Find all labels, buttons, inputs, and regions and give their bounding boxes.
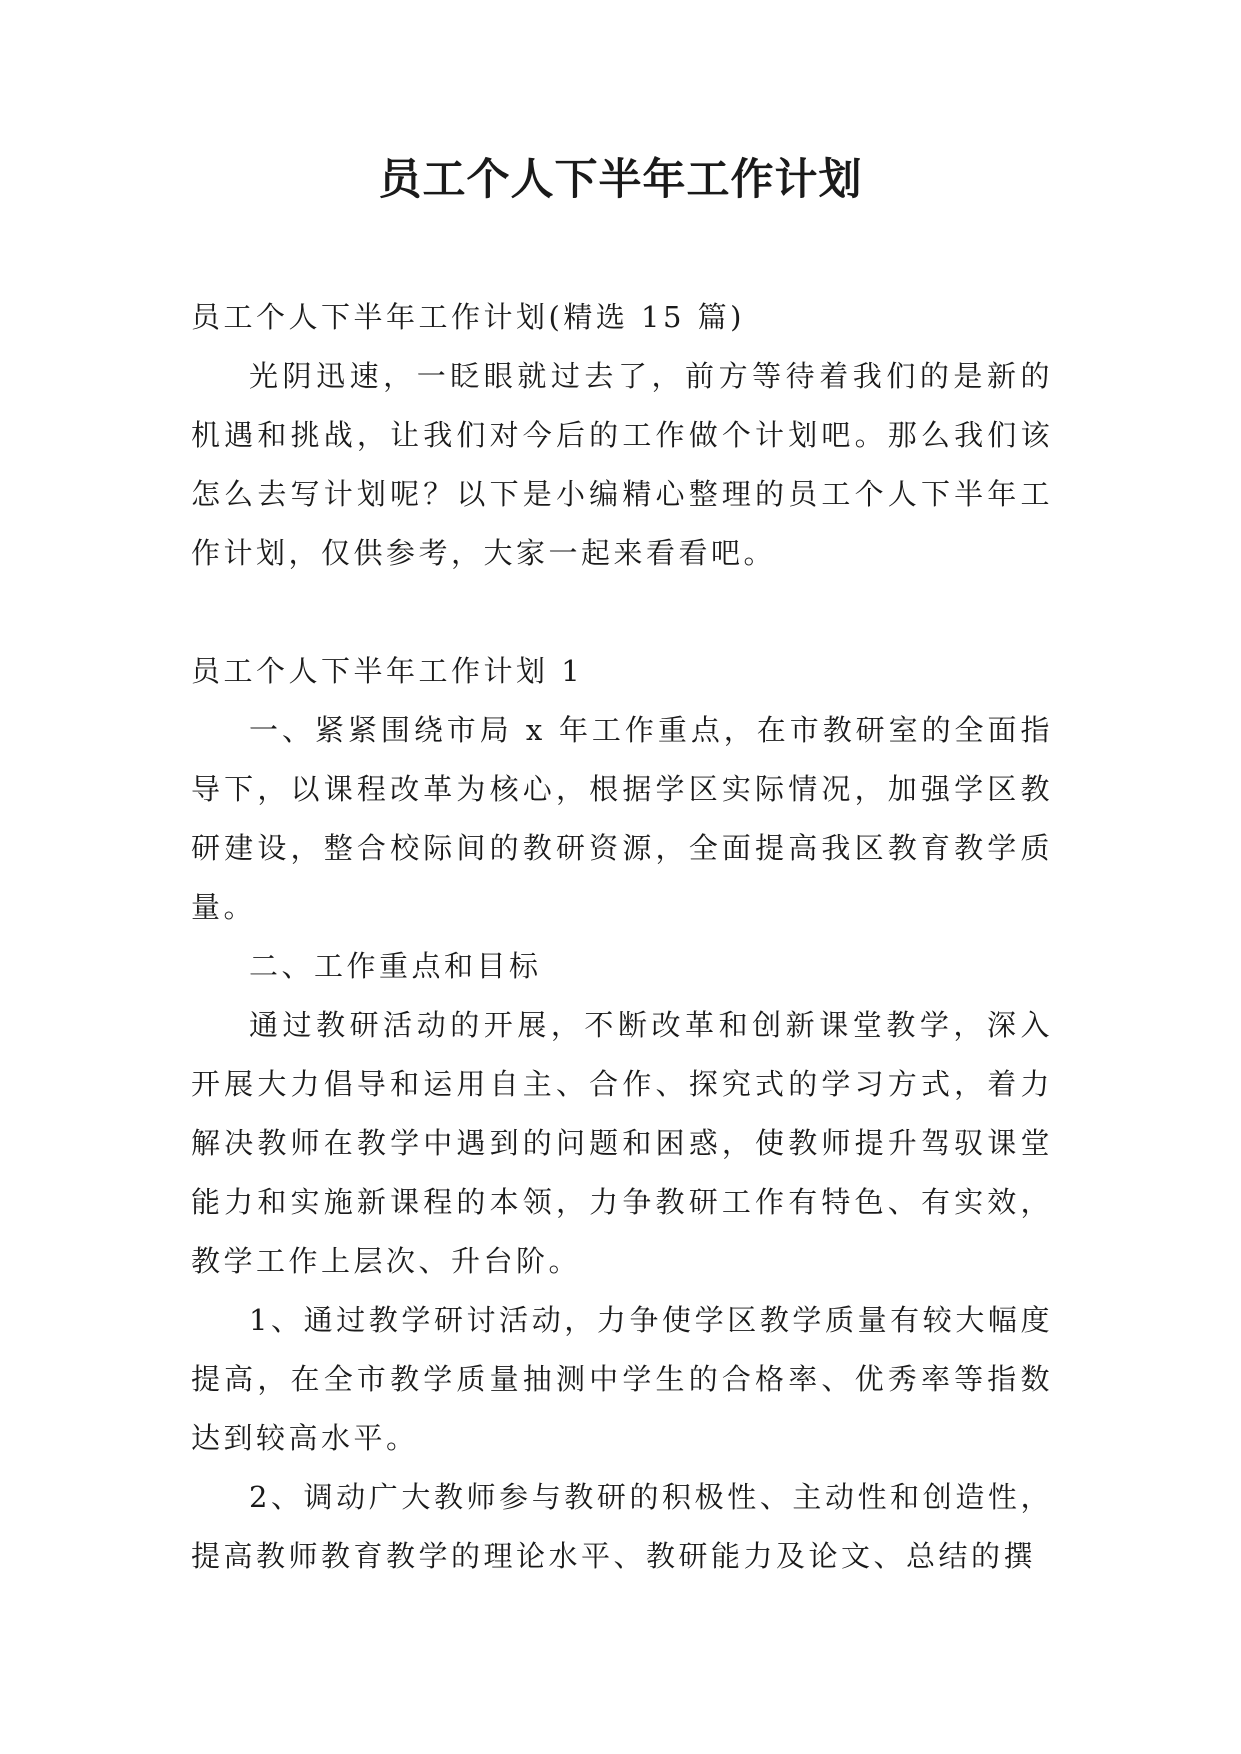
section-heading: 员工个人下半年工作计划 1: [191, 654, 584, 688]
body-paragraph: 2、调动广大教师参与教研的积极性、主动性和创造性，提高教师教育教学的理论水平、教研能力及论文、总结的撰: [191, 1480, 1053, 1573]
document-subtitle: 员工个人下半年工作计划(精选 15 篇): [191, 300, 745, 334]
body-paragraph: 通过教研活动的开展，不断改革和创新课堂教学，深入开展大力倡导和运用自主、合作、探究式的学习方式，着力解决教师在教学中遇到的问题和困惑，使教师提升驾驭课堂能力和实施新课程的本领，力争教研工作有特色、有实效，教学工作上层次、升台阶。: [191, 1008, 1053, 1278]
paragraph-gap: [191, 583, 1053, 642]
body-paragraph: 1、通过教学研讨活动，力争使学区教学质量有较大幅度提高，在全市教学质量抽测中学生的合格率、优秀率等指数达到较高水平。: [191, 1303, 1053, 1455]
body-paragraph: 二、工作重点和目标: [249, 949, 542, 983]
intro-paragraph: 光阴迅速，一眨眼就过去了，前方等待着我们的是新的机遇和挑战，让我们对今后的工作做个计划吧。那么我们该怎么去写计划呢？以下是小编精心整理的员工个人下半年工作计划，仅供参考，大家一起来看看吧。: [191, 359, 1053, 570]
document-title: 员工个人下半年工作计划: [378, 155, 863, 205]
document-body: [191, 288, 1053, 1586]
body-paragraph: 一、紧紧围绕市局 x 年工作重点，在市教研室的全面指导下，以课程改革为核心，根据学区实际情况，加强学区教研建设，整合校际间的教研资源，全面提高我区教育教学质量。: [191, 713, 1053, 924]
